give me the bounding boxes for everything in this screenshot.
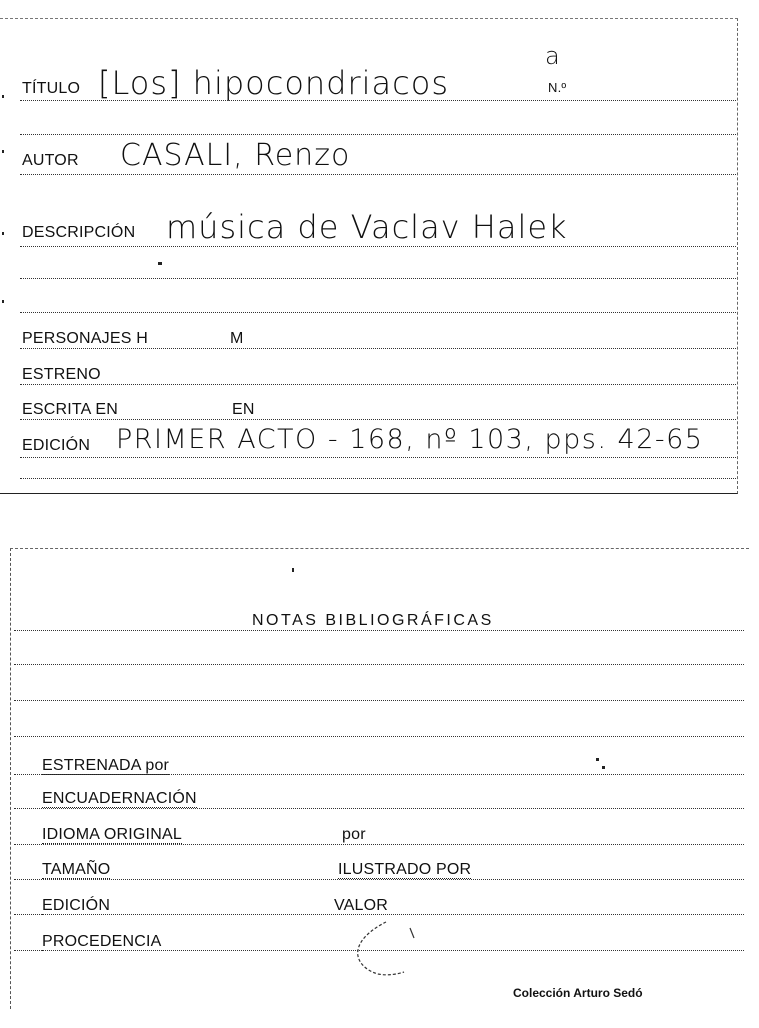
coleccion-footer: Colección Arturo Sedó [513, 986, 643, 1000]
estrenada-line [14, 774, 744, 775]
titulo-line [20, 100, 736, 101]
scan-speck [2, 232, 4, 235]
edicion-line [20, 457, 736, 458]
estrenada-label: ESTRENADA por [42, 757, 170, 774]
blank-line [14, 664, 744, 665]
titulo-value: [Los] hipocondriacos [98, 64, 449, 102]
personajes-m-label: M [230, 330, 244, 347]
procedencia-label: PROCEDENCIA [42, 933, 162, 950]
personajes-line [20, 348, 736, 349]
scan-speck [292, 568, 294, 572]
descripcion-line [20, 246, 736, 247]
idioma-label: IDIOMA ORIGINAL [42, 826, 182, 843]
scan-speck [2, 300, 4, 303]
descripcion-label: DESCRIPCIÓN [22, 224, 136, 241]
tamano-line [14, 879, 744, 880]
ilustrado-label: ILUSTRADO POR [338, 861, 472, 878]
idioma-por-label: por [342, 826, 366, 843]
autor-label: AUTOR [22, 152, 79, 169]
idioma-line [14, 844, 744, 845]
escrita-en-label: EN [232, 401, 255, 418]
notas-title: NOTAS BIBLIOGRÁFICAS [252, 612, 494, 629]
ink-speck [602, 766, 605, 769]
numero-label: N.º [548, 80, 567, 95]
escrita-label: ESCRITA EN [22, 401, 118, 418]
ink-dot [158, 262, 162, 265]
blank-line [14, 700, 744, 701]
ink-speck [596, 758, 599, 761]
titulo-label: TÍTULO [22, 80, 81, 97]
scan-speck [2, 150, 4, 153]
encuadernacion-line [14, 808, 744, 809]
blank-line [20, 312, 736, 313]
blank-line [14, 736, 744, 737]
estreno-label: ESTRENO [22, 366, 101, 383]
edicion-label: EDICIÓN [22, 437, 91, 454]
edicion-bottom-label: EDICIÓN [42, 897, 111, 914]
blank-line [20, 478, 736, 479]
blank-line [20, 134, 736, 135]
estreno-line [20, 384, 736, 385]
autor-line [20, 174, 736, 175]
descripcion-value: música de Vaclav Halek [166, 208, 568, 246]
escrita-line [20, 419, 736, 420]
pencil-scribble [352, 916, 432, 980]
numero-value: a [545, 42, 561, 70]
notas-line [14, 630, 744, 631]
scan-speck [2, 95, 4, 98]
autor-value: CASALI, Renzo [120, 138, 351, 173]
edicion-value: PRIMER ACTO - 168, nº 103, pps. 42-65 [116, 424, 704, 455]
personajes-label: PERSONAJES H [22, 330, 148, 347]
blank-line [20, 278, 736, 279]
edicion-bottom-line [14, 914, 744, 915]
tamano-label: TAMAÑO [42, 861, 111, 878]
encuadernacion-label: ENCUADERNACIÓN [42, 790, 197, 807]
valor-label: VALOR [334, 897, 389, 914]
